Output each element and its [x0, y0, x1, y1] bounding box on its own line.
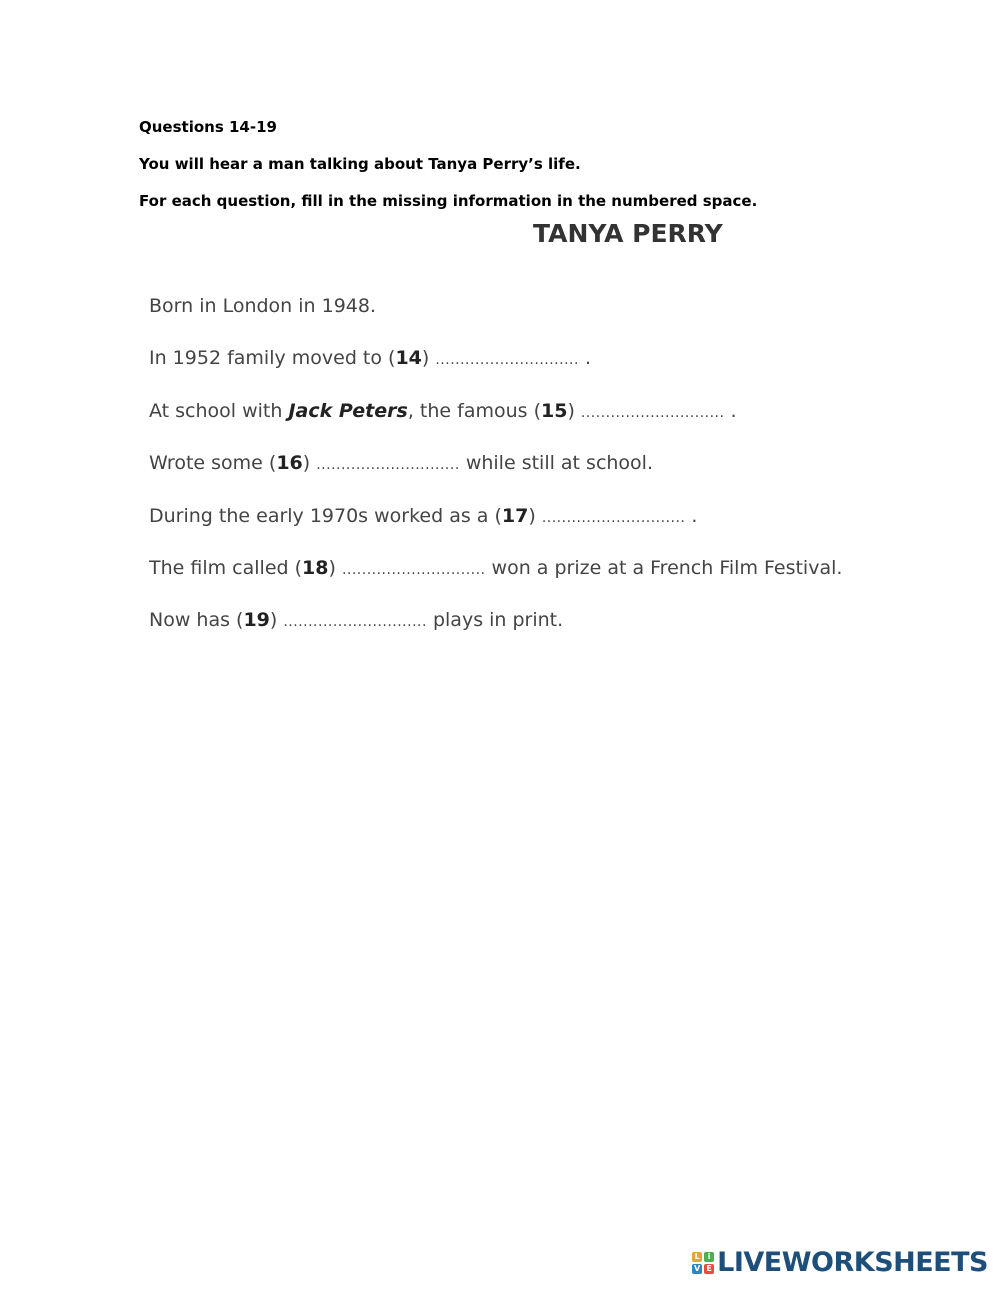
line-text: ) [528, 505, 542, 527]
liveworksheets-logo[interactable] [692, 1247, 988, 1278]
question-17 [149, 505, 697, 527]
answer-blank-14[interactable]: ............................. [435, 352, 579, 368]
answer-blank-15[interactable]: ............................. [580, 405, 725, 421]
line-text: ) [567, 400, 581, 422]
line-born [149, 295, 376, 317]
question-number: 18 [302, 557, 329, 579]
line-text: ) [421, 347, 436, 369]
line-text: . [578, 347, 592, 369]
line-text: ) [328, 557, 342, 579]
question-15 [149, 400, 737, 422]
line-text: At school with [149, 400, 289, 422]
worksheet-title: TANYA PERRY [533, 219, 723, 248]
answer-blank-18[interactable]: ............................. [341, 562, 486, 578]
line-text: . [724, 400, 737, 422]
question-number: 19 [243, 609, 270, 631]
line-text: In 1952 family moved to ( [149, 347, 396, 369]
logo-mark-tile: i [704, 1252, 714, 1262]
listening-intro: You will hear a man talking about Tanya Perry’s life. [139, 155, 581, 173]
question-19 [149, 609, 563, 631]
answer-blank-16[interactable]: ............................. [316, 457, 460, 473]
liveworksheets-logo-icon [692, 1252, 714, 1274]
question-16 [149, 452, 653, 474]
answer-blank-17[interactable]: ............................. [541, 510, 686, 526]
question-number: 17 [501, 505, 529, 527]
line-text: ) [302, 452, 317, 474]
question-number: 15 [541, 400, 568, 422]
questions-heading: Questions 14-19 [139, 118, 277, 136]
logo-mark-tile: V [694, 1263, 701, 1273]
answer-blank-19[interactable]: ............................. [283, 614, 427, 630]
line-text: Now has ( [149, 609, 244, 631]
question-number: 16 [276, 452, 303, 474]
line-text: Born in London in 1948. [149, 295, 377, 317]
logo-text: LIVEWORKSHEETS [717, 1247, 988, 1278]
logo-mark-tile: L [692, 1252, 702, 1262]
line-text: while still at school. [459, 452, 654, 474]
person-name: Jack Peters [288, 400, 408, 422]
question-number: 14 [395, 347, 422, 369]
question-14 [149, 347, 591, 369]
line-text: plays in print. [426, 609, 564, 631]
line-text: won a prize at a French Film Festival. [485, 557, 843, 579]
line-text: ) [269, 609, 284, 631]
line-text: , the famous ( [407, 400, 541, 422]
line-text: Wrote some ( [149, 452, 277, 474]
line-text: During the early 1970s worked as a ( [149, 505, 502, 527]
instruction-text: For each question, fill in the missing information in the numbered space. [139, 192, 758, 210]
question-18 [149, 557, 842, 579]
line-text: The film called ( [149, 557, 303, 579]
logo-mark-tile: E [704, 1264, 714, 1274]
line-text: . [685, 505, 698, 527]
